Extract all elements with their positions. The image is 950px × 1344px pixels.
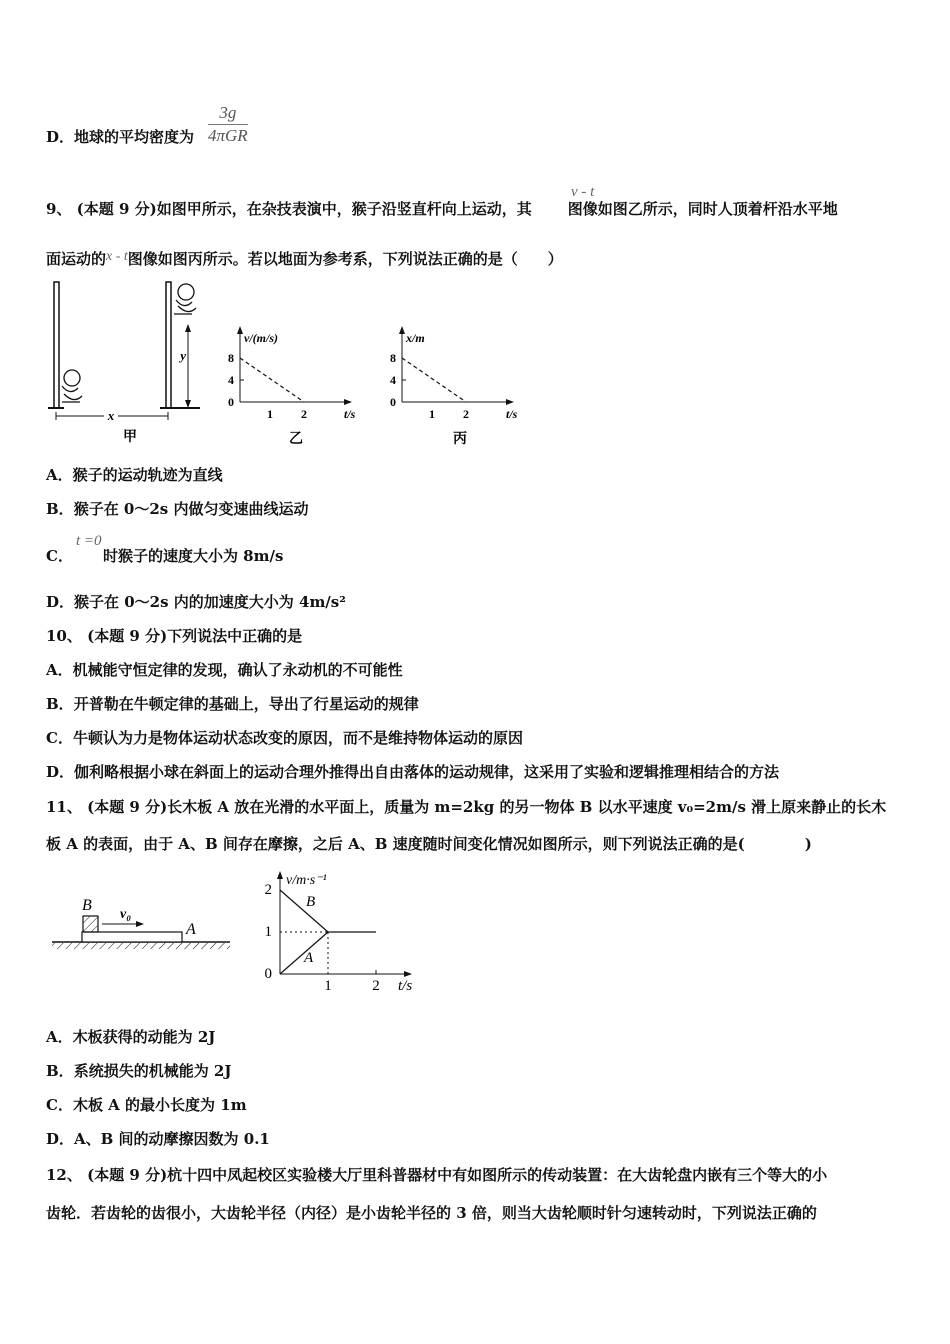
caption-yi: 乙 xyxy=(289,432,303,447)
q9-option-b xyxy=(46,499,308,519)
y-arrow-head-down xyxy=(185,400,191,408)
bing-xt-line xyxy=(402,358,466,402)
yi-xtick-2: 2 xyxy=(301,407,307,421)
y-arrow-head-up xyxy=(185,324,191,332)
option-text: 牛顿认为力是物体运动状态改变的原因，而不是维持物体运动的原因 xyxy=(72,729,523,747)
q11-option-d xyxy=(46,1129,270,1149)
figure-yi xyxy=(218,322,368,447)
left-pole xyxy=(54,282,59,408)
q11-ytick-1: 1 xyxy=(264,924,272,940)
option-text: 木板 A 的最小长度为 1m xyxy=(72,1096,247,1114)
bing-ylabel: x/m xyxy=(406,331,425,345)
label-v0: v₀ xyxy=(120,907,132,922)
block-b xyxy=(83,916,98,932)
figure-jia xyxy=(40,278,220,448)
vt-symbol: v - t xyxy=(571,184,595,200)
q11-stem-line2: 板 A 的表面，由于 A、B 间存在摩擦，之后 A、B 速度随时间变化情况如图所示，则下列说法正确的是( ) xyxy=(46,835,812,853)
label-b: B xyxy=(82,897,92,914)
option-label: B． xyxy=(46,695,74,713)
q9-stem-line1 xyxy=(46,199,838,219)
right-pole xyxy=(166,282,171,408)
option-label: D． xyxy=(46,1130,75,1148)
option-label: C． xyxy=(46,547,73,565)
option-label: B． xyxy=(46,1062,74,1080)
q11-stem-line1: 11、 (本题 9 分)长木板 A 放在光滑的水平面上，质量为 m=2kg 的另一物体 B 以水平速度 v₀=2m/s 滑上原来静止的长木 xyxy=(46,798,887,816)
option-text: A、B 间的动摩擦因数为 0.1 xyxy=(74,1130,270,1148)
caption-bing: 丙 xyxy=(453,432,467,447)
q11-xtick-2: 2 xyxy=(372,978,380,994)
option-label: C． xyxy=(46,729,73,747)
bing-ytick-0: 0 xyxy=(390,395,396,409)
yi-y-axis-head xyxy=(237,326,243,334)
q10-option-b xyxy=(46,694,419,714)
yi-ylabel: v/(m/s) xyxy=(244,331,278,345)
bing-xlabel: t/s xyxy=(506,407,518,421)
yi-ytick-4: 4 xyxy=(228,373,234,387)
v0-arrow-head xyxy=(136,921,144,927)
monkey-top-icon xyxy=(174,284,196,314)
bing-ytick-4: 4 xyxy=(390,373,396,387)
option-label: A． xyxy=(46,1028,73,1046)
yi-xlabel: t/s xyxy=(344,407,356,421)
bing-x-axis-head xyxy=(506,399,514,405)
q11-x-axis-head xyxy=(404,971,412,977)
option-text: 猴子的运动轨迹为直线 xyxy=(72,466,223,484)
figure-block-on-board xyxy=(48,890,238,960)
t-zero-math: t =0 xyxy=(76,533,102,549)
bing-ytick-8: 8 xyxy=(390,351,396,365)
option-text: 伽利略根据小球在斜面上的运动合理外推得出自由落体的运动规律，这采用了实验和逻辑推理相结合的方法 xyxy=(74,763,780,781)
q11-xlabel: t/s xyxy=(398,978,413,994)
option-label: A． xyxy=(46,661,73,679)
option-text: 木板获得的动能为 2J xyxy=(72,1028,216,1046)
q11-ytick-2: 2 xyxy=(264,882,272,898)
q11-ylabel: v/m·s⁻¹ xyxy=(286,873,327,888)
ground-hatch xyxy=(52,943,230,949)
q9-stem-line2 xyxy=(46,249,563,271)
option-label: C． xyxy=(46,1096,73,1114)
q10-option-d xyxy=(46,762,779,782)
option-text: 系统损失的机械能为 2J xyxy=(73,1062,232,1080)
q11-option-b xyxy=(46,1061,231,1081)
q11-ytick-0: 0 xyxy=(264,966,272,982)
bing-xtick-1: 1 xyxy=(429,407,435,421)
yi-x-axis-head xyxy=(344,399,352,405)
option-text: 地球的平均密度为 xyxy=(74,128,195,146)
caption-jia: 甲 xyxy=(123,430,137,445)
graph-label-a: A xyxy=(304,950,314,966)
option-text: 时猴子的速度大小为 8m/s xyxy=(102,547,284,565)
q9-option-a xyxy=(46,465,223,485)
q10-option-c xyxy=(46,728,523,748)
xt-symbol: x - t xyxy=(106,249,128,264)
q12-stem-line1: 12、 (本题 9 分)杭十四中凤起校区实验楼大厅里科普器材中有如图所示的传动装置：在大齿轮盘内嵌有三个等大的小 xyxy=(46,1166,828,1184)
option-text: 机械能守恒定律的发现，确认了永动机的不可能性 xyxy=(72,661,403,679)
density-fraction xyxy=(208,102,248,147)
q11-option-c xyxy=(46,1095,247,1115)
line-b xyxy=(280,890,328,932)
yi-vt-line xyxy=(240,358,304,402)
figure-bing xyxy=(380,322,530,447)
fraction-denominator: 4πGR xyxy=(208,126,248,145)
q11-y-axis-head xyxy=(277,871,283,879)
bing-y-axis-head xyxy=(399,326,405,334)
bing-xtick-2: 2 xyxy=(463,407,469,421)
label-y: y xyxy=(180,348,186,363)
graph-label-b: B xyxy=(306,894,316,910)
yi-ytick-0: 0 xyxy=(228,395,234,409)
label-a: A xyxy=(186,921,196,938)
q9-stem-text-c: 面运动的 xyxy=(46,250,107,268)
option-label: D． xyxy=(46,128,75,146)
option-text: 猴子在 0～2s 内做匀变速曲线运动 xyxy=(73,500,309,518)
option-text: 开普勒在牛顿定律的基础上，导出了行星运动的规律 xyxy=(73,695,419,713)
label-x: x xyxy=(107,408,115,423)
q9-stem-text-d: 图像如图丙所示。若以地面为参考系，下列说法正确的是（ ） xyxy=(127,250,563,268)
q11-xtick-1: 1 xyxy=(324,978,332,994)
yi-xtick-1: 1 xyxy=(267,407,273,421)
yi-ytick-8: 8 xyxy=(228,351,234,365)
monkey-bottom-icon xyxy=(62,370,82,402)
q11-option-a xyxy=(46,1027,215,1047)
fraction-numerator: 3g xyxy=(208,102,248,125)
q9-option-d xyxy=(46,592,346,612)
option-label: D． xyxy=(46,593,75,611)
figure-q11-vt-graph xyxy=(258,866,428,996)
q10-option-a xyxy=(46,660,403,680)
q9-stem-text-b: 图像如图乙所示，同时人顶着杆沿水平地 xyxy=(567,200,838,218)
q8-option-d xyxy=(46,127,194,147)
option-label: A． xyxy=(46,466,73,484)
option-label: B． xyxy=(46,500,74,518)
q10-stem: 10、 (本题 9 分)下列说法中正确的是 xyxy=(46,627,303,645)
board-a xyxy=(82,932,182,942)
option-label: D． xyxy=(46,763,75,781)
option-text: 猴子在 0～2s 内的加速度大小为 4m/s² xyxy=(74,593,346,611)
q12-stem-line2: 齿轮．若齿轮的齿很小，大齿轮半径（内径）是小齿轮半径的 3 倍，则当大齿轮顺时针匀速转动时，下列说法正确的 xyxy=(46,1204,817,1222)
q9-stem-text-a: 9、 (本题 9 分)如图甲所示，在杂技表演中，猴子沿竖直杆向上运动，其 xyxy=(46,200,532,218)
